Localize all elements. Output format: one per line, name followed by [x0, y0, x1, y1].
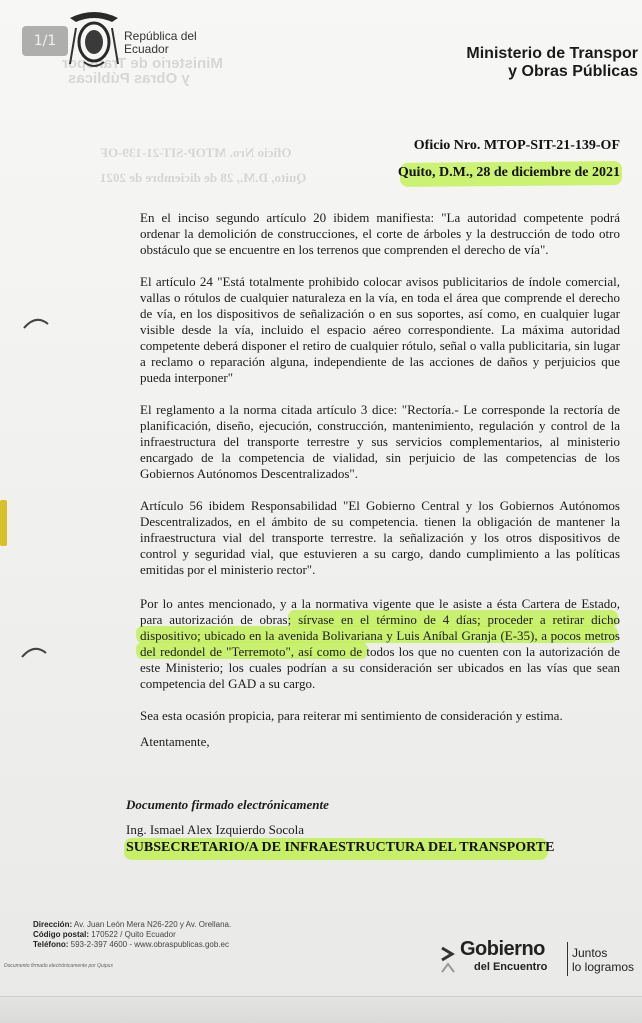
phone-value: 593-2-397 4600 - www.obraspublicas.gob.ec: [70, 940, 229, 949]
ministry-name: [466, 45, 638, 81]
gobierno-logo: [438, 938, 638, 978]
ministry-line-1: Ministerio de Transpor: [466, 45, 638, 62]
closing-sentence: Sea esta ocasión propicia, para reiterar mi sentimiento de consideración y estima.: [140, 708, 563, 723]
punch-mark-icon: [22, 316, 50, 330]
paragraph-2: [140, 274, 620, 386]
paragraph-7: [140, 734, 620, 750]
del-encuentro-text: del Encuentro: [474, 961, 548, 973]
phone-label: Teléfono:: [33, 940, 69, 949]
paragraph-4: [140, 498, 620, 578]
document-date: Quito, D.M., 28 de diciembre de 2021: [397, 165, 620, 180]
gobierno-text: Gobierno: [460, 938, 545, 960]
page-indicator: 1/1: [22, 26, 68, 56]
slogan: [572, 946, 634, 974]
paragraph-1-text: En el inciso segundo artículo 20 ibidem manifiesta: "La autoridad competente podrá ordenar la demolición de construcciones, el corte de árboles y la destrucción de todo otro obstáculo que se encuentre en los terrenos que comprenden el derecho de vía".: [140, 210, 620, 257]
postal-code-label: Código postal:: [33, 930, 89, 939]
paragraph-5-text: Por lo antes mencionado, y a la normativa vigente que le asiste a ésta Cartera de Estado, para autorización de obras; sírvase en el término de 4 días; proceder a retirar dicho dispositivo; ubicado en la avenida Bolivariana y Luis Aníbal Granja (E-35), a pocos metros del redondel de "Terremoto", así como de todos los que no cuenten con la autorización de este Ministerio; los cuales podrían a su consideración ser ubicados en las vías que sean competencia del GAD a su cargo.: [140, 596, 620, 691]
slogan-line-1: Juntos: [572, 946, 608, 960]
paragraph-5: [140, 596, 620, 692]
postal-code-value: 170522 / Quito Ecuador: [91, 930, 176, 939]
bleed-through-ministry: Ministerio de Transpor: [62, 55, 223, 72]
signer-title: SUBSECRETARIO/A DE INFRAESTRUCTURA DEL TRANSPORTE: [126, 840, 555, 855]
paragraph-1: [140, 210, 620, 258]
slogan-line-2: lo logramos: [572, 960, 635, 974]
logo-divider: [567, 942, 568, 976]
paragraph-3: [140, 402, 620, 482]
paragraph-4-text: Artículo 56 ibidem Responsabilidad "El Gobierno Central y los Gobiernos Autónomos Descentralizados, en el ámbito de su competencia. tienen la obligación de mantener la infraestructura vial del transporte terrestre. la señalización y los otros dispositivos de control y seguridad vial, que estuvieren a su cargo, dando cumplimiento a las políticas emitidas por el ministerio rector".: [140, 498, 620, 577]
address-value: Av. Juan León Mera N26-220 y Av. Orellana.: [73, 920, 232, 929]
punch-mark-icon: [20, 645, 48, 659]
electronic-signature-label: Documento firmado electrónicamente: [126, 797, 329, 812]
bleed-through-fecha: Quito, D.M., 28 de diciembre de 2021: [100, 170, 307, 185]
quipux-note: Documento firmado electrónicamente por Quipux: [4, 963, 113, 969]
paragraph-3-text: El reglamento a la norma citada artículo 3 dice: "Rectoría.- Le corresponde la rectoría de planificación, diseño, ejecución, construcción, mantenimiento, regulación y control de la infraestructura del transporte terrestre y sus servicios complementarios, al ministerio encargado de la competencia de vialidad, sin perjuicio de las competencias de los Gobiernos Autónomos Descentralizados".: [140, 402, 620, 481]
salutation: Atentamente,: [140, 734, 210, 749]
paragraph-6: [140, 708, 620, 724]
bleed-through-oficio: Oficio Nro. MTOP-SIT-21-139-OF: [100, 145, 292, 160]
bleed-through-ministry-2: y Obras Públicas: [68, 70, 190, 87]
ministry-line-2: y Obras Públicas: [508, 63, 638, 80]
oficio-number: Oficio Nro. MTOP-SIT-21-139-OF: [413, 138, 620, 153]
republic-name: República del Ecuador: [124, 29, 197, 56]
footer-address: [33, 920, 231, 950]
yellow-marker-tab: [0, 500, 7, 546]
bottom-edge: [0, 996, 642, 1023]
address-label: Dirección:: [33, 920, 73, 929]
paragraph-2-text: El artículo 24 "Está totalmente prohibido colocar avisos publicitarios de índole comercial, vallas o rótulos de cualquier naturaleza en la vía, en toda el área que comprende el derecho de vía, en los dispositivos de señalización o en sus soportes, así como, en cualquier lugar visible desde la vía, incluido el espacio aéreo correspondiente. La máxima autoridad competente deberá disponer el retiro de cualquier rótulo, señal o valla publicitaria, sin lugar a reclamo o reparación alguna, independiente de las acciones de daños y perjuicios que pueda interponer": [140, 274, 620, 385]
signer-name: Ing. Ismael Alex Izquierdo Socola: [126, 822, 304, 837]
gobierno-arrow-icon: [438, 942, 458, 974]
